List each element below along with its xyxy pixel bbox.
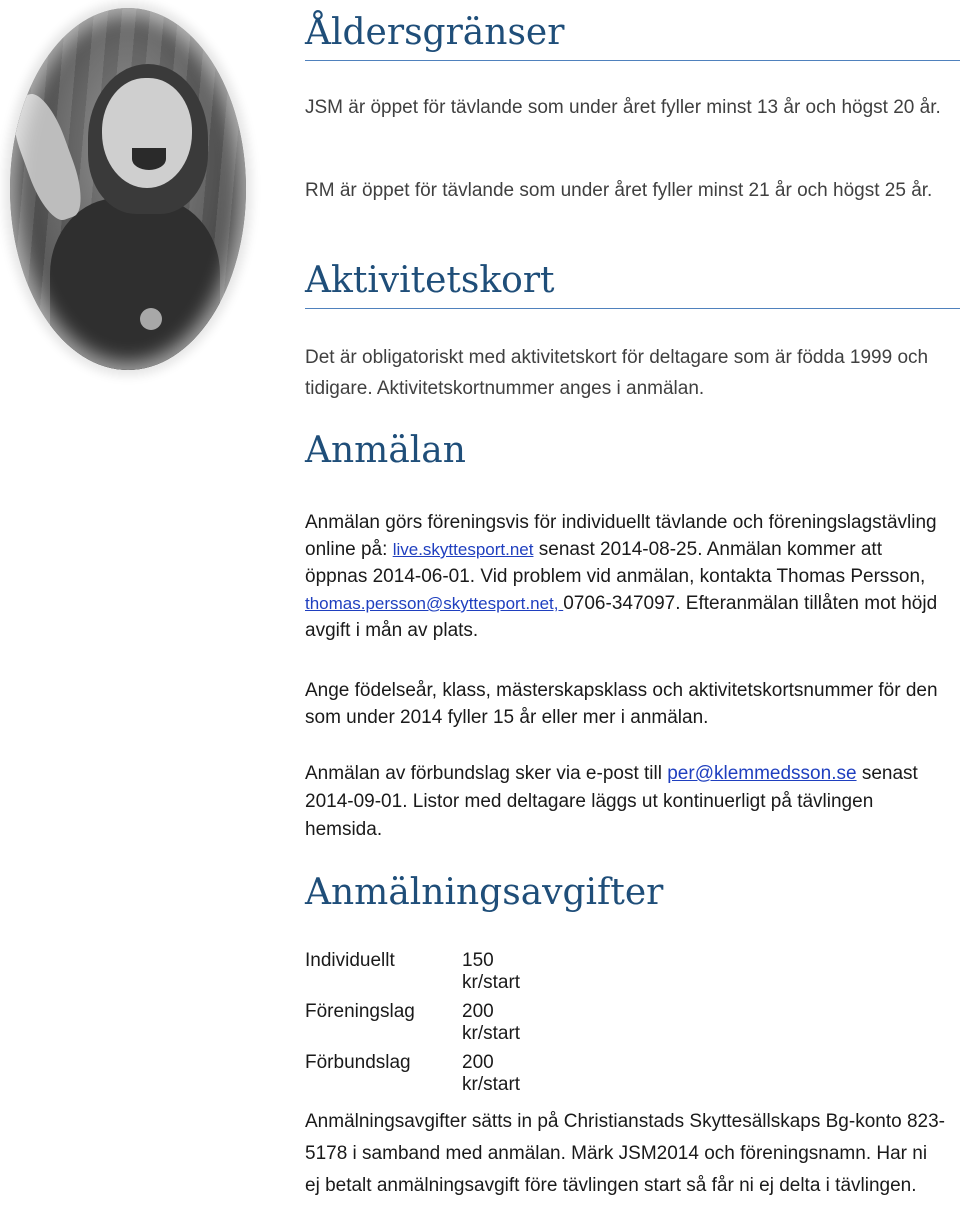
fee-label: Föreningslag <box>305 1001 415 1022</box>
signup-site-link[interactable]: live.skyttesport.net <box>392 540 534 559</box>
portrait-photo-icon <box>10 8 246 370</box>
activity-card-text: Det är obligatoriskt med aktivitetskort för deltagare som är födda 1999 och tidigare. Aktivitetskortnummer anges i anmälan. <box>305 347 929 399</box>
federation-email-link[interactable]: per@klemmedsson.se <box>667 763 857 784</box>
federation-signup-text: Anmälan av förbundslag sker via e-post till per@klemmedsson.se senast 2014-09-01. Listor med deltagare läggs ut kontinuerligt på tävlingen hemsida. <box>305 763 918 840</box>
signup-info-text: Ange födelseår, klass, mästerskapsklass och aktivitetskortsnummer för den som under 2014 fyller 15 år eller mer i anmälan. <box>305 680 938 728</box>
contact-email-link[interactable]: thomas.persson@skyttesport.net, <box>305 594 564 613</box>
heading-age-limits: Åldersgränser <box>305 10 960 61</box>
fee-value: 200 kr/start <box>462 1052 521 1095</box>
age-jsm-text: JSM är öppet för tävlande som under året fyller minst 13 år och högst 20 år. <box>305 97 941 118</box>
fee-value: 150 kr/start <box>462 950 521 993</box>
fees-payment-note: Anmälningsavgifter sätts in på Christianstads Skyttesällskaps Bg-konto 823-5178 i samband med anmälan. Märk JSM2014 och föreningsnamn. Har ni ej betalt anmälningsavgift före tävlingen start så får ni ej delta i tävlingen. <box>305 1111 945 1196</box>
fee-label: Individuellt <box>305 950 395 971</box>
heading-activity-card: Aktivitetskort <box>305 258 960 309</box>
heading-signup: Anmälan <box>305 430 466 471</box>
age-rm-text: RM är öppet för tävlande som under året fyller minst 21 år och högst 25 år. <box>305 180 933 201</box>
fee-label: Förbundslag <box>305 1052 411 1073</box>
fee-value: 200 kr/start <box>462 1001 521 1044</box>
heading-fees: Anmälningsavgifter <box>305 872 664 913</box>
signup-text: Anmälan görs föreningsvis för individuellt tävlande och föreningslagstävling online på: live.skyttesport.net senast 2014-08-25. Anmälan kommer att öppnas 2014-06-01. Vid problem vid anmälan, kontakta Thomas Persson, thomas.persson@skyttesport.net, 0706-347097. Efteranmälan tillåten mot höjd avgift i mån av plats. <box>305 512 938 641</box>
